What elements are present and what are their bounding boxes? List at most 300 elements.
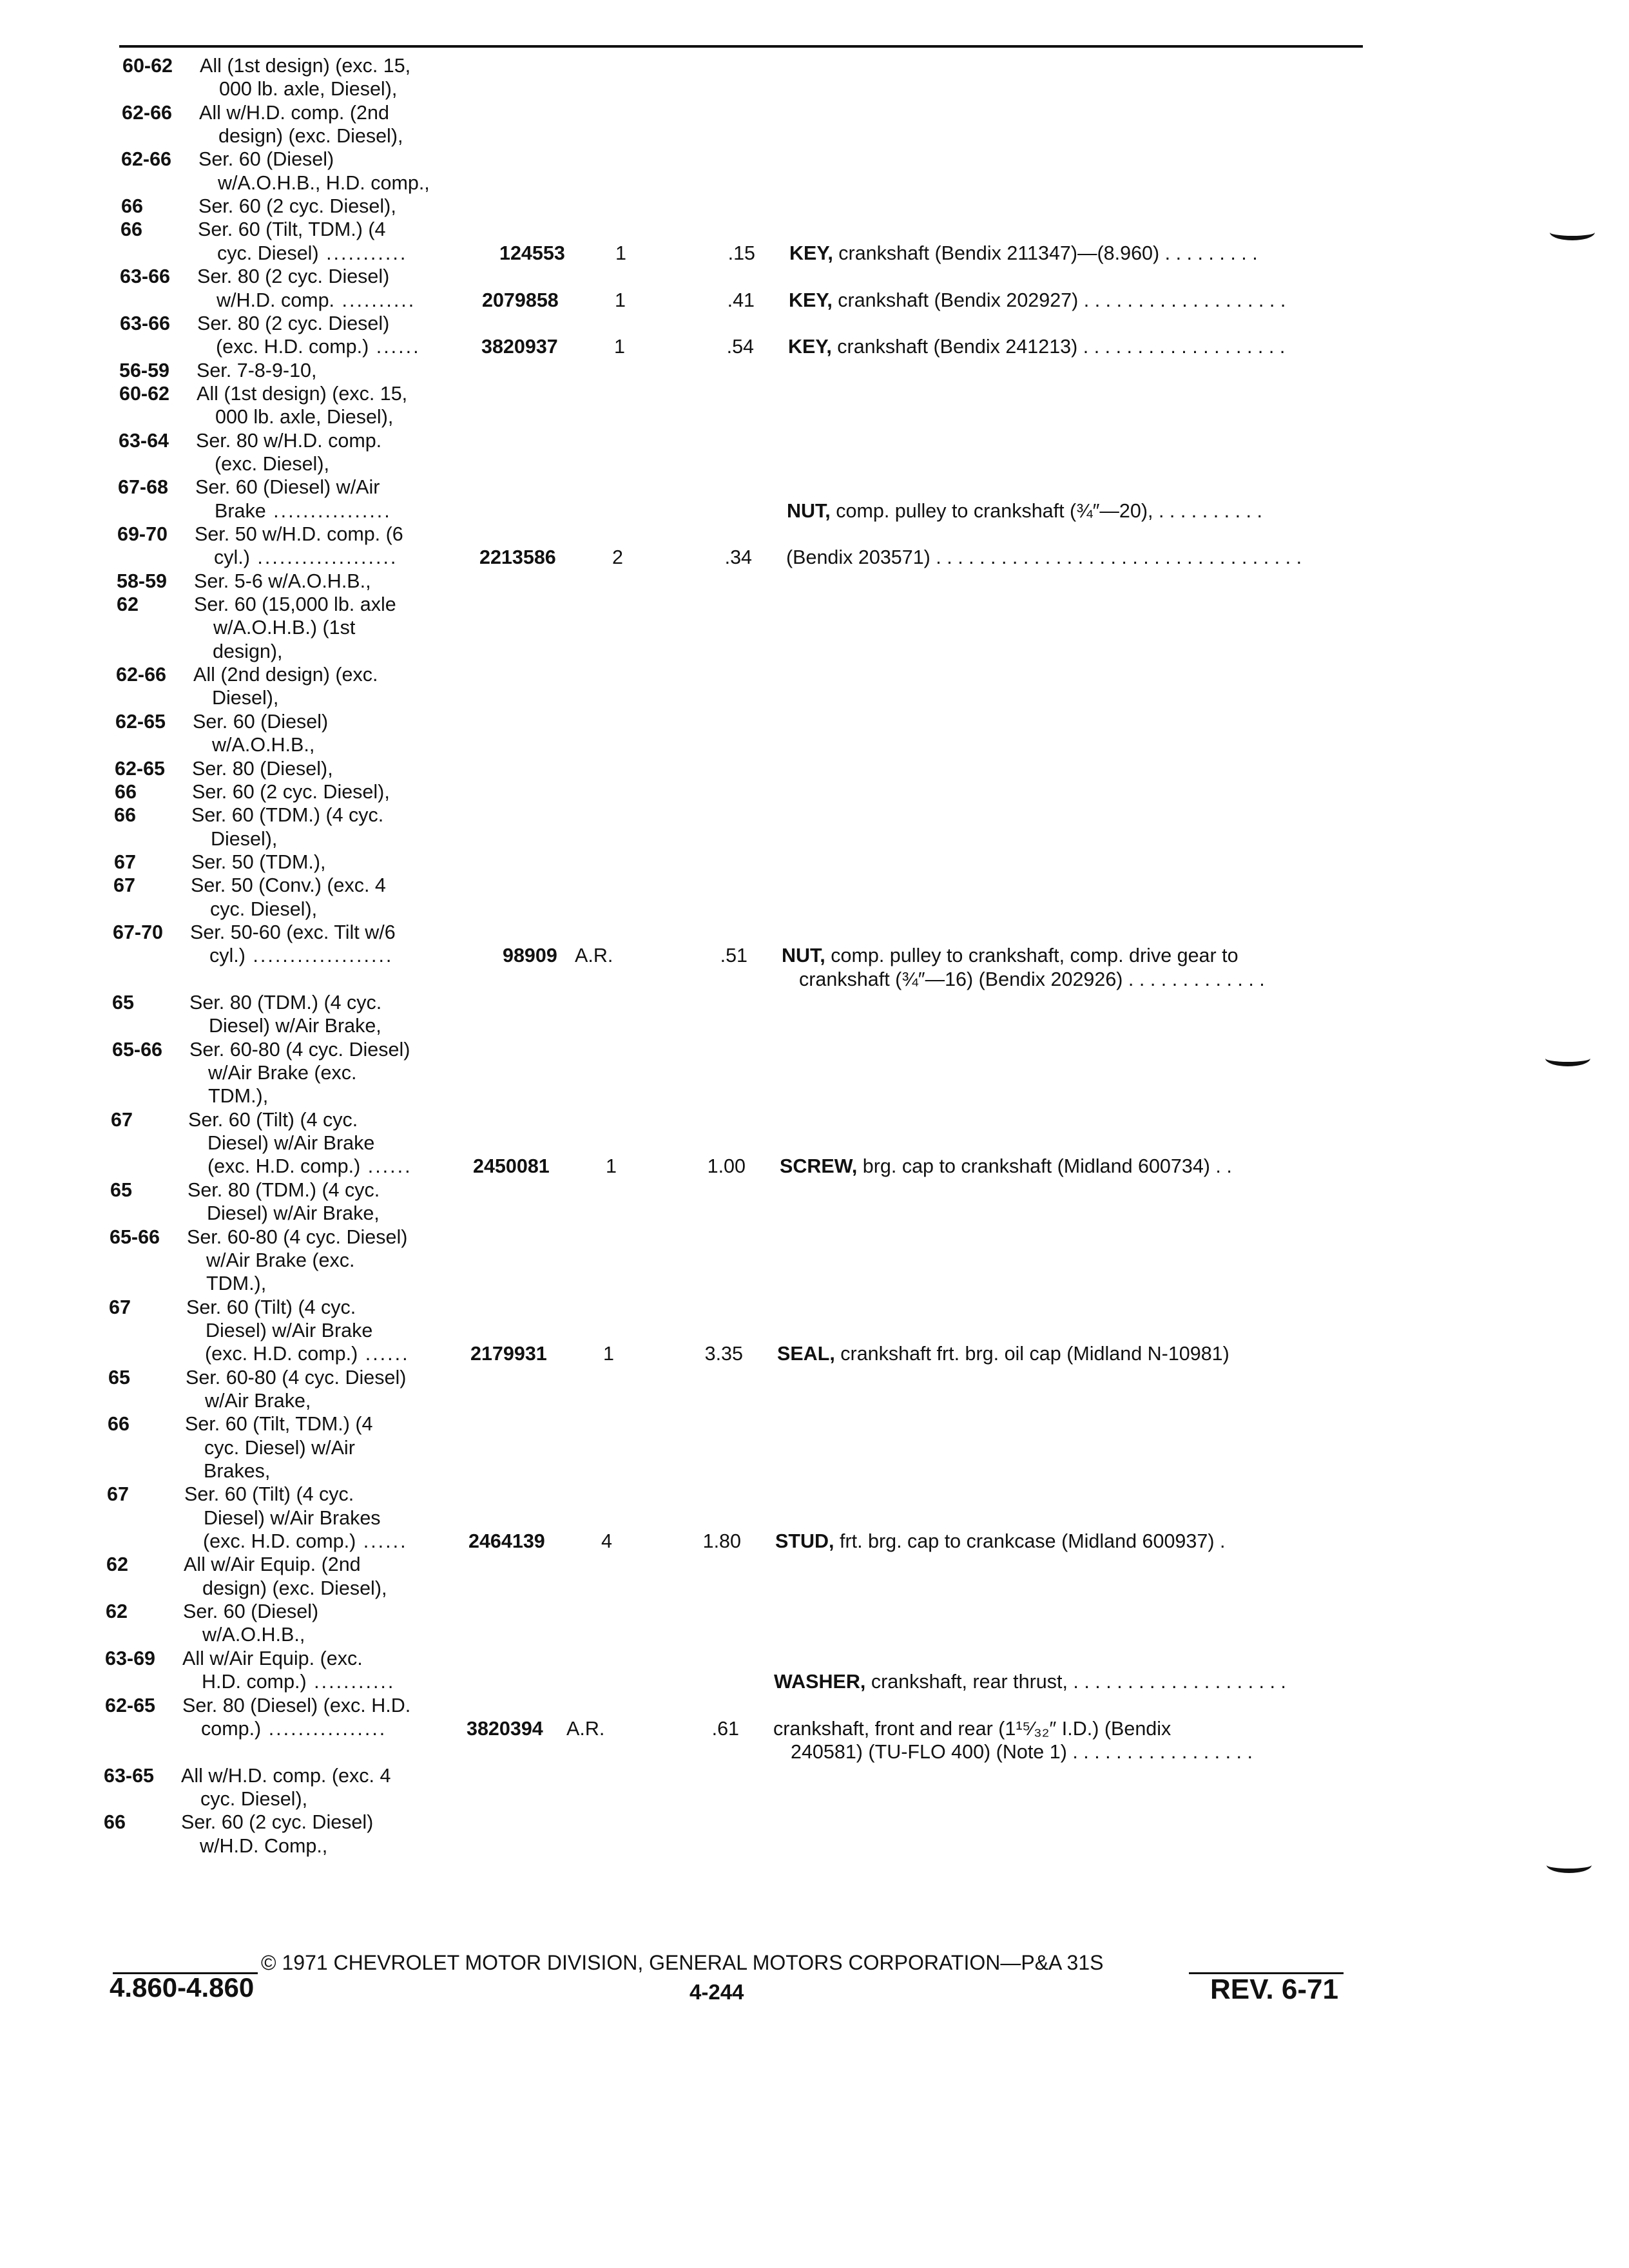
dot-leader: ................ xyxy=(265,499,392,522)
model-years: 69-70 xyxy=(117,523,168,545)
application-text: w/Air Brake, xyxy=(205,1389,311,1412)
catalog-line xyxy=(0,991,1547,1014)
catalog-line xyxy=(0,1014,1547,1037)
catalog-line xyxy=(0,242,1547,265)
part-name-detail: (Bendix 203571) . . . . . . . . . . . . . . . . . . . . . . . . . . . . . . . . . . xyxy=(786,546,1302,569)
page-edge-mark xyxy=(1547,1857,1592,1873)
model-years: 67 xyxy=(113,874,135,897)
application-text: Ser. 60 (Diesel) w/Air xyxy=(195,476,380,499)
application-description xyxy=(185,1412,373,1436)
catalog-line xyxy=(0,54,1547,77)
model-years: 58-59 xyxy=(117,570,168,592)
part-number: 3820937 xyxy=(481,336,558,358)
part-name-keyword: WASHER, xyxy=(774,1671,866,1693)
application-text: TDM.), xyxy=(206,1273,267,1295)
application-text: Ser. 80 (Diesel) (exc. H.D. xyxy=(182,1694,411,1716)
catalog-line xyxy=(0,124,1547,148)
list-price: .54 xyxy=(726,336,754,358)
part-name-detail: comp. pulley to crankshaft (¾″—20), . . . . . . . . . . xyxy=(830,499,1262,522)
list-price: .15 xyxy=(728,242,755,264)
catalog-line xyxy=(0,218,1547,241)
model-years: 66 xyxy=(121,195,143,218)
model-years: 65 xyxy=(108,1366,130,1389)
application-text: Ser. 80 w/H.D. comp. xyxy=(196,429,382,452)
catalog-line xyxy=(0,195,1547,218)
application-description xyxy=(217,242,407,265)
application-description xyxy=(195,523,403,546)
application-text: Ser. 60 (2 cyc. Diesel), xyxy=(198,195,396,218)
catalog-line xyxy=(0,874,1547,897)
model-years: 56-59 xyxy=(119,359,170,381)
catalog-line xyxy=(0,827,1547,850)
application-text: w/A.O.H.B., xyxy=(202,1624,305,1646)
application-text: Ser. 60 (Tilt) (4 cyc. xyxy=(184,1483,354,1506)
model-years: 62-65 xyxy=(115,710,166,733)
part-name-detail: crankshaft, front and rear (1¹⁵⁄₃₂″ I.D.) (Bendix xyxy=(773,1717,1171,1740)
application-text: Ser. 80 (TDM.) (4 cyc. xyxy=(189,992,382,1014)
application-text: Ser. 60-80 (4 cyc. Diesel) xyxy=(187,1225,408,1248)
catalog-line xyxy=(0,1084,1547,1108)
part-name xyxy=(791,1740,1253,1763)
application-text: Ser. 60 (Diesel) xyxy=(193,710,329,733)
application-description xyxy=(206,1249,355,1272)
application-description xyxy=(205,1342,410,1365)
application-description xyxy=(208,1061,357,1084)
application-text: Ser. 50 (Conv.) (exc. 4 xyxy=(191,874,386,897)
model-years: 63-65 xyxy=(104,1764,155,1787)
part-number: 2179931 xyxy=(470,1343,547,1365)
application-description xyxy=(200,1834,327,1858)
application-text: design) (exc. Diesel), xyxy=(218,125,403,148)
part-name xyxy=(777,1342,1229,1365)
dot-leader: ................... xyxy=(249,546,398,569)
model-years: 67 xyxy=(109,1296,131,1318)
catalog-line xyxy=(0,1553,1547,1576)
application-description xyxy=(186,1366,406,1389)
application-text: Diesel) w/Air Brake xyxy=(206,1319,373,1341)
quantity: A.R. xyxy=(566,1717,605,1740)
catalog-line xyxy=(0,640,1547,663)
application-description xyxy=(191,850,325,874)
application-description xyxy=(195,476,380,499)
model-years: 67 xyxy=(107,1483,129,1506)
part-number: 2213586 xyxy=(479,546,556,569)
catalog-line xyxy=(0,289,1547,312)
application-description xyxy=(197,382,407,405)
catalog-line xyxy=(0,1577,1547,1600)
application-text: Ser. 5-6 w/A.O.H.B., xyxy=(194,570,371,592)
dot-leader: .......... xyxy=(334,289,416,311)
dot-leader: ........... xyxy=(306,1671,396,1693)
application-description xyxy=(196,429,381,452)
application-description xyxy=(202,1623,305,1646)
catalog-line xyxy=(0,968,1547,991)
model-years: 60-62 xyxy=(119,382,170,405)
catalog-line xyxy=(0,1202,1547,1225)
application-description xyxy=(207,1202,380,1225)
list-price: 1.80 xyxy=(702,1530,741,1553)
part-number: 2079858 xyxy=(482,289,559,311)
revision-label: REV. 6-71 xyxy=(1210,1974,1338,2005)
application-description xyxy=(207,1131,374,1155)
application-text: Ser. 60 (2 cyc. Diesel) xyxy=(181,1811,374,1834)
application-text: 000 lb. axle, Diesel), xyxy=(219,78,398,101)
application-text: cyc. Diesel), xyxy=(210,898,318,920)
application-description xyxy=(209,944,393,967)
application-description xyxy=(210,898,317,921)
model-years: 62 xyxy=(117,593,139,616)
catalog-line xyxy=(0,1459,1547,1483)
application-text: design), xyxy=(213,640,283,662)
catalog-line xyxy=(0,1717,1547,1740)
part-number: 2464139 xyxy=(468,1530,545,1553)
model-years: 63-64 xyxy=(119,429,169,452)
catalog-line xyxy=(0,1530,1547,1553)
application-text: Diesel), xyxy=(211,827,278,850)
application-description xyxy=(202,1577,387,1600)
quantity: 1 xyxy=(606,1155,617,1178)
application-description xyxy=(194,570,371,593)
application-text: cyc. Diesel) xyxy=(217,242,319,264)
dot-leader: ................... xyxy=(245,945,394,967)
application-text: TDM.), xyxy=(208,1085,269,1108)
part-name-detail: crankshaft, rear thrust, . . . . . . . . . . . . . . . . . . . . xyxy=(865,1671,1286,1693)
application-text: Ser. 60 (TDM.) (4 cyc. xyxy=(191,804,384,827)
part-name-keyword: NUT, xyxy=(787,499,831,522)
part-name-detail: crankshaft (Bendix 211347)—(8.960) . . . . . . . . . xyxy=(833,242,1258,264)
application-text: w/A.O.H.B.) (1st xyxy=(213,617,356,639)
application-description xyxy=(188,1178,380,1202)
catalog-line xyxy=(0,1108,1547,1131)
application-description xyxy=(206,1272,266,1295)
catalog-line xyxy=(0,405,1547,428)
application-text: Ser. 60 (Tilt, TDM.) (4 xyxy=(198,218,386,241)
part-name xyxy=(774,1670,1286,1693)
catalog-line xyxy=(0,921,1547,944)
model-years: 66 xyxy=(108,1413,130,1436)
part-name-detail: crankshaft (Bendix 202927) . . . . . . . . . . . . . . . . . . . xyxy=(832,289,1286,311)
model-years: 60-62 xyxy=(122,55,173,77)
application-description xyxy=(189,1038,410,1061)
application-text: All w/Air Equip. (2nd xyxy=(184,1553,361,1576)
application-description xyxy=(211,827,277,850)
application-description xyxy=(219,77,397,101)
catalog-line xyxy=(0,1038,1547,1061)
application-description xyxy=(200,1787,307,1811)
catalog-line xyxy=(0,1296,1547,1319)
catalog-line xyxy=(0,1412,1547,1436)
application-description xyxy=(197,359,317,382)
application-description xyxy=(197,312,389,335)
application-text: Ser. 80 (2 cyc. Diesel) xyxy=(197,265,390,288)
part-name-keyword: SEAL, xyxy=(777,1343,835,1365)
application-text: Ser. 50 w/H.D. comp. (6 xyxy=(195,523,403,545)
part-name-detail: crankshaft frt. brg. oil cap (Midland N-10981) xyxy=(834,1343,1229,1365)
application-text: Brakes, xyxy=(204,1460,271,1482)
application-text: Ser. 60 (Tilt) (4 cyc. xyxy=(186,1296,356,1318)
model-years: 66 xyxy=(114,804,136,827)
application-description xyxy=(182,1694,410,1717)
application-description xyxy=(187,1225,407,1249)
list-price: .51 xyxy=(720,945,747,967)
application-description xyxy=(186,1296,356,1319)
application-text: All w/H.D. comp. (2nd xyxy=(199,101,389,124)
catalog-line xyxy=(0,1506,1547,1530)
application-description xyxy=(212,686,278,709)
application-text: Brake xyxy=(215,499,266,522)
catalog-line xyxy=(0,1061,1547,1084)
application-text: Diesel), xyxy=(212,687,279,709)
catalog-line xyxy=(0,1483,1547,1506)
catalog-line xyxy=(0,499,1547,523)
quantity: 1 xyxy=(615,289,626,311)
model-years: 65-66 xyxy=(110,1225,160,1248)
application-description xyxy=(204,1436,355,1459)
application-text: design) (exc. Diesel), xyxy=(202,1577,387,1599)
application-description xyxy=(215,405,393,428)
model-years: 66 xyxy=(120,218,142,241)
application-text: Ser. 60 (15,000 lb. axle xyxy=(194,593,396,616)
catalog-line xyxy=(0,780,1547,803)
copyright-notice: © 1971 CHEVROLET MOTOR DIVISION, GENERAL MOTORS CORPORATION—P&A 31S xyxy=(261,1951,1104,1974)
catalog-line xyxy=(0,148,1547,171)
application-description xyxy=(207,1155,412,1178)
part-name-detail: 240581) (TU-FLO 400) (Note 1) . . . . . . . . . . . . . . . . . xyxy=(791,1741,1253,1763)
quantity: 4 xyxy=(601,1530,612,1553)
catalog-line xyxy=(0,523,1547,546)
part-name xyxy=(799,968,1265,991)
catalog-line xyxy=(0,803,1547,827)
application-text: H.D. comp.) xyxy=(202,1671,307,1693)
application-text: w/H.D. Comp., xyxy=(200,1834,328,1857)
part-name xyxy=(789,289,1286,312)
application-text: (exc. H.D. comp.) xyxy=(203,1530,356,1553)
catalog-line xyxy=(0,359,1547,382)
catalog-line xyxy=(0,1366,1547,1389)
application-description xyxy=(184,1553,361,1576)
catalog-line xyxy=(0,1436,1547,1459)
application-description xyxy=(218,124,403,148)
catalog-line xyxy=(0,710,1547,733)
part-name xyxy=(789,242,1258,265)
application-text: Diesel) w/Air Brake, xyxy=(207,1202,380,1225)
application-description xyxy=(205,1389,311,1412)
catalog-line xyxy=(0,616,1547,639)
application-text: 000 lb. axle, Diesel), xyxy=(215,406,394,428)
application-description xyxy=(181,1764,390,1787)
quantity: 1 xyxy=(614,336,625,358)
part-name-detail: brg. cap to crankshaft (Midland 600734) . . xyxy=(857,1155,1232,1178)
model-years: 63-66 xyxy=(120,312,171,334)
catalog-line xyxy=(0,593,1547,616)
application-text: Ser. 80 (Diesel), xyxy=(192,757,333,780)
application-text: (exc. H.D. comp.) xyxy=(205,1343,358,1365)
model-years: 62 xyxy=(106,1600,128,1623)
model-years: 67-68 xyxy=(118,476,169,499)
application-text: Ser. 50-60 (exc. Tilt w/6 xyxy=(190,921,396,943)
application-description xyxy=(217,289,416,312)
page-edge-mark xyxy=(1550,224,1595,240)
catalog-line xyxy=(0,898,1547,921)
list-price: 3.35 xyxy=(704,1343,743,1365)
catalog-line xyxy=(0,1600,1547,1623)
catalog-line xyxy=(0,663,1547,686)
model-years: 67 xyxy=(111,1108,133,1131)
application-description xyxy=(198,148,334,171)
part-name-detail: crankshaft (¾″—16) (Bendix 202926) . . . . . . . . . . . . . xyxy=(799,968,1265,990)
part-number: 3820394 xyxy=(467,1717,543,1740)
catalog-line xyxy=(0,1764,1547,1787)
part-name-keyword: STUD, xyxy=(775,1530,834,1553)
application-text: All w/H.D. comp. (exc. 4 xyxy=(181,1764,391,1787)
application-text: Ser. 80 (TDM.) (4 cyc. xyxy=(188,1178,380,1201)
application-description xyxy=(218,171,430,195)
model-years: 62-66 xyxy=(121,148,172,171)
application-description xyxy=(191,803,383,827)
catalog-line xyxy=(0,757,1547,780)
application-text: (exc. H.D. comp.) xyxy=(207,1155,361,1178)
application-text: (exc. Diesel), xyxy=(215,452,329,475)
application-text: Ser. 60-80 (4 cyc. Diesel) xyxy=(189,1038,410,1061)
application-description xyxy=(213,616,355,639)
catalog-line xyxy=(0,1694,1547,1717)
catalog-line xyxy=(0,1249,1547,1272)
catalog-line xyxy=(0,1342,1547,1365)
part-number: 124553 xyxy=(499,242,565,264)
application-description xyxy=(213,640,283,663)
application-description xyxy=(212,733,314,756)
application-text: All (2nd design) (exc. xyxy=(193,664,378,686)
application-text: cyc. Diesel) w/Air xyxy=(204,1436,355,1459)
application-text: Ser. 60 (2 cyc. Diesel), xyxy=(192,780,390,803)
catalog-line xyxy=(0,1319,1547,1342)
catalog-line xyxy=(0,312,1547,335)
application-description xyxy=(200,54,410,77)
application-description xyxy=(202,1670,395,1693)
catalog-line xyxy=(0,335,1547,358)
catalog-line xyxy=(0,476,1547,499)
catalog-line xyxy=(0,382,1547,405)
catalog-line xyxy=(0,1389,1547,1412)
list-price: .34 xyxy=(724,546,752,569)
part-name xyxy=(788,335,1285,358)
catalog-line xyxy=(0,1155,1547,1178)
catalog-line xyxy=(0,733,1547,756)
application-description xyxy=(216,335,421,358)
application-text: w/H.D. comp. xyxy=(217,289,335,311)
catalog-line xyxy=(0,1623,1547,1646)
catalog-line xyxy=(0,944,1547,967)
application-description xyxy=(198,195,396,218)
catalog-line xyxy=(0,1787,1547,1811)
catalog-line xyxy=(0,265,1547,288)
application-text: Ser. 50 (TDM.), xyxy=(191,850,326,873)
application-description xyxy=(204,1506,381,1530)
application-description xyxy=(184,1483,354,1506)
application-description xyxy=(192,780,390,803)
catalog-line xyxy=(0,101,1547,124)
application-text: Ser. 60 (Tilt, TDM.) (4 xyxy=(185,1413,373,1436)
application-description xyxy=(201,1717,387,1740)
application-description xyxy=(189,991,381,1014)
application-text: Ser. 60 (Diesel) xyxy=(198,148,334,171)
application-description xyxy=(192,757,333,780)
application-text: Ser. 7-8-9-10, xyxy=(197,359,317,381)
application-description xyxy=(204,1459,270,1483)
catalog-line xyxy=(0,850,1547,874)
part-name xyxy=(786,546,1302,569)
application-text: cyc. Diesel), xyxy=(200,1787,308,1810)
part-name xyxy=(782,944,1239,967)
model-years: 62-66 xyxy=(122,101,173,124)
catalog-line xyxy=(0,429,1547,452)
list-price: .41 xyxy=(727,289,755,311)
application-text: w/Air Brake (exc. xyxy=(206,1249,355,1271)
application-description xyxy=(209,1014,381,1037)
application-text: cyl.) xyxy=(214,546,250,569)
application-description xyxy=(193,710,328,733)
model-years: 62 xyxy=(106,1553,128,1576)
model-years: 63-69 xyxy=(105,1647,156,1669)
application-description xyxy=(194,593,396,616)
list-price: .61 xyxy=(711,1717,739,1740)
part-name xyxy=(787,499,1262,523)
application-text: w/A.O.H.B., H.D. comp., xyxy=(218,171,430,194)
catalog-line xyxy=(0,1811,1547,1834)
application-description xyxy=(215,499,392,523)
application-description xyxy=(182,1647,363,1670)
dot-leader: ........... xyxy=(318,242,408,264)
dot-leader: ...... xyxy=(356,1530,408,1553)
catalog-line xyxy=(0,546,1547,569)
part-name-keyword: NUT, xyxy=(782,945,825,967)
list-price: 1.00 xyxy=(707,1155,746,1178)
page-number: 4-244 xyxy=(689,1980,744,2004)
application-description xyxy=(203,1530,408,1553)
catalog-line xyxy=(0,1670,1547,1693)
part-name-detail: crankshaft (Bendix 241213) . . . . . . . . . . . . . . . . . . . xyxy=(831,336,1286,358)
catalog-line xyxy=(0,1225,1547,1249)
application-description xyxy=(183,1600,318,1623)
part-name-keyword: KEY, xyxy=(788,336,832,358)
application-description xyxy=(188,1108,358,1131)
part-number: 98909 xyxy=(503,945,557,967)
catalog-line xyxy=(0,1178,1547,1202)
application-description xyxy=(197,265,389,288)
part-name xyxy=(780,1155,1232,1178)
application-text: w/Air Brake (exc. xyxy=(208,1062,357,1084)
catalog-line xyxy=(0,77,1547,101)
catalog-line xyxy=(0,171,1547,195)
application-description xyxy=(199,101,389,124)
part-name-keyword: SCREW, xyxy=(780,1155,858,1178)
application-description xyxy=(193,663,378,686)
dot-leader: ...... xyxy=(358,1343,410,1365)
part-name xyxy=(775,1530,1225,1553)
section-number: 4.860-4.860 xyxy=(110,1972,255,2003)
catalog-line xyxy=(0,1272,1547,1295)
model-years: 62-65 xyxy=(105,1694,156,1716)
application-description xyxy=(198,218,386,241)
application-text: (exc. H.D. comp.) xyxy=(216,336,369,358)
part-name-detail: comp. pulley to crankshaft, comp. drive gear to xyxy=(825,945,1239,967)
model-years: 66 xyxy=(104,1811,126,1834)
application-description xyxy=(215,452,329,476)
part-name xyxy=(773,1717,1171,1740)
model-years: 66 xyxy=(115,780,137,803)
catalog-line xyxy=(0,686,1547,709)
application-text: Diesel) w/Air Brake, xyxy=(209,1015,381,1037)
